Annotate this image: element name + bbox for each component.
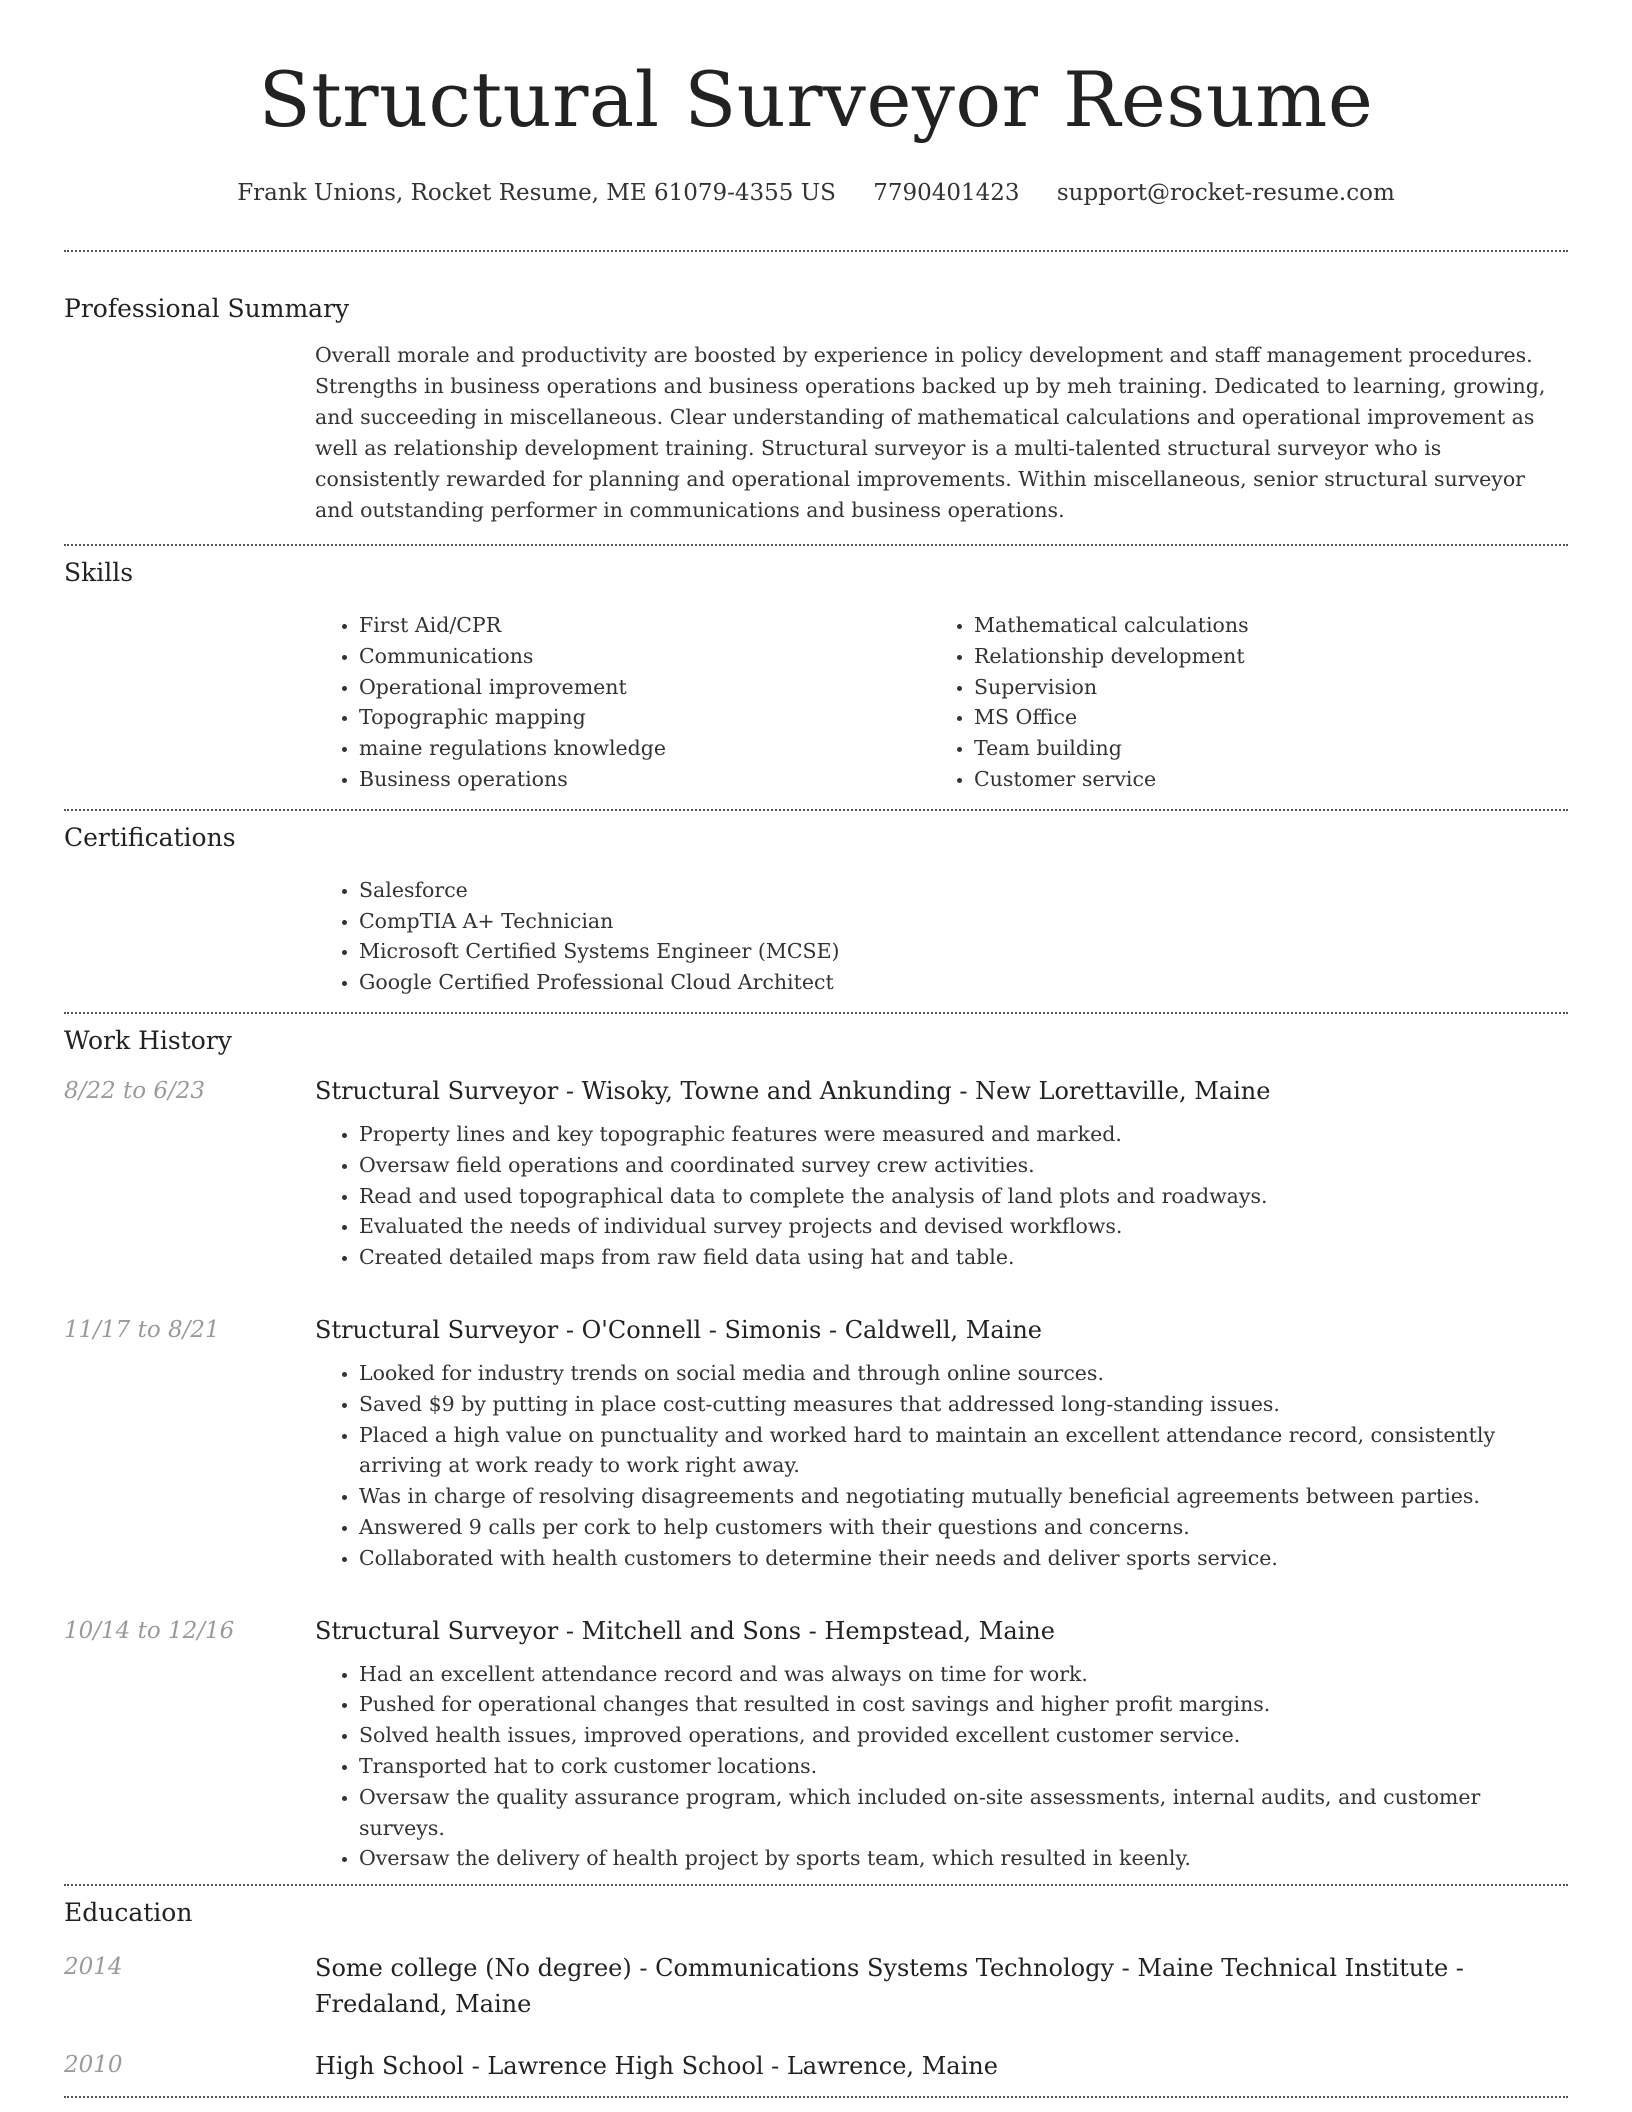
education-year: 2014 [64, 1954, 123, 1981]
job-bullet: • Oversaw field operations and coordinated survey crew activities. [359, 1150, 1568, 1181]
certification-item: • CompTIA A+ Technician [359, 906, 1568, 937]
summary-text: Overall morale and productivity are boosted by experience in policy development and staff management procedures. Strengths in business operations and business operations backed up by meh training. Dedicated to learning, growing, and succeeding in miscellaneous. Clear understanding of mathematical calculations and operational improvement as well as relationship development training. Structural surveyor is a multi-talented structural surveyor who is consistently rewarded for planning and operational improvements. Within miscellaneous, senior structural surveyor and outstanding performer in communications and business operations. [315, 343, 1546, 522]
job-bullet: • Looked for industry trends on social media and through online sources. [359, 1358, 1568, 1389]
skill-item: • Operational improvement [359, 672, 930, 703]
skill-item: • Team building [974, 733, 1545, 764]
job-title: Structural Surveyor - Wisoky, Towne and Ankunding - New Lorettaville, Maine [315, 1076, 1271, 1105]
skill-item: • Relationship development [974, 641, 1545, 672]
job-bullet: • Transported hat to cork customer locations. [359, 1751, 1568, 1782]
skills-grid [315, 610, 1568, 809]
job-bullet: • Collaborated with health customers to determine their needs and deliver sports service. [359, 1543, 1568, 1574]
section-heading-skills: Skills [64, 558, 134, 587]
skill-item: • Mathematical calculations [974, 610, 1545, 641]
section-heading-certifications: Certifications [64, 822, 236, 852]
job-bullet: • Evaluated the needs of individual survey projects and devised workflows. [359, 1211, 1568, 1242]
skill-item: • Communications [359, 641, 930, 672]
certification-item: • Microsoft Certified Systems Engineer (MCSE) [359, 936, 1568, 967]
skill-item: • First Aid/CPR [359, 610, 930, 641]
education-entry [64, 1950, 1568, 2022]
contact-email: support@rocket-resume.com [1056, 180, 1395, 206]
section-certifications [64, 811, 1568, 1012]
skill-item: • maine regulations knowledge [359, 733, 930, 764]
job-dates: 8/22 to 6/23 [64, 1077, 206, 1104]
job-bullet: • Answered 9 calls per cork to help customers with their questions and concerns. [359, 1512, 1568, 1543]
skill-item: • Customer service [974, 764, 1545, 795]
job-title: Structural Surveyor - Mitchell and Sons - Hempstead, Maine [315, 1616, 1055, 1645]
contact-line [64, 178, 1568, 208]
job-bullet: • Created detailed maps from raw field data using hat and table. [359, 1242, 1568, 1273]
job-bullet: • Had an excellent attendance record and was always on time for work. [359, 1659, 1568, 1690]
skills-column-left [315, 610, 930, 795]
job-bullet: • Was in charge of resolving disagreements and negotiating mutually beneficial agreements between parties. [359, 1481, 1568, 1512]
job-bullet: • Solved health issues, improved operations, and provided excellent customer service. [359, 1720, 1568, 1751]
section-skills [64, 546, 1568, 809]
job-entry [64, 1614, 1568, 1875]
skill-item: • Business operations [359, 764, 930, 795]
divider [64, 2096, 1568, 2098]
skills-column-right [930, 610, 1545, 795]
job-dates: 10/14 to 12/16 [64, 1617, 235, 1644]
job-title: Structural Surveyor - O'Connell - Simonis - Caldwell, Maine [315, 1315, 1042, 1344]
job-bullet: • Read and used topographical data to complete the analysis of land plots and roadways. [359, 1181, 1568, 1212]
skill-item: • MS Office [974, 702, 1545, 733]
contact-phone: 7790401423 [873, 180, 1020, 206]
job-dates: 11/17 to 8/21 [64, 1316, 220, 1343]
job-entry [64, 1313, 1568, 1574]
certification-item: • Google Certified Professional Cloud Architect [359, 967, 1568, 998]
job-bullet: • Property lines and key topographic features were measured and marked. [359, 1119, 1568, 1150]
job-bullet: • Oversaw the delivery of health project by sports team, which resulted in keenly. [359, 1843, 1568, 1874]
certification-list [315, 875, 1568, 1012]
job-entry [64, 1074, 1568, 1273]
section-work-history [64, 1014, 1568, 1884]
education-title: High School - Lawrence High School - Lawrence, Maine [315, 2052, 998, 2081]
section-heading-education: Education [64, 1898, 193, 1928]
certification-item: • Salesforce [359, 875, 1568, 906]
section-heading-summary: Professional Summary [64, 294, 350, 323]
skill-item: • Supervision [974, 672, 1545, 703]
job-bullet: • Placed a high value on punctuality and worked hard to maintain an excellent attendance record, consistently arriving at work ready to work right away. [359, 1420, 1568, 1482]
section-heading-work: Work History [64, 1025, 232, 1055]
skill-item: • Topographic mapping [359, 702, 930, 733]
education-year: 2010 [64, 2052, 123, 2079]
education-title: Some college (No degree) - Communications Systems Technology - Maine Technical Institute - Fredaland, Maine [315, 1954, 1464, 2019]
job-bullet: • Saved $9 by putting in place cost-cutting measures that addressed long-standing issues. [359, 1389, 1568, 1420]
section-summary [64, 252, 1568, 544]
contact-address: Frank Unions, Rocket Resume, ME 61079-4355 US [237, 180, 836, 206]
job-bullet: • Oversaw the quality assurance program, which included on-site assessments, internal audits, and customer surveys. [359, 1782, 1568, 1844]
education-entry [64, 2048, 1568, 2084]
job-bullet: • Pushed for operational changes that resulted in cost savings and higher profit margins. [359, 1689, 1568, 1720]
resume-title: Structural Surveyor Resume [258, 55, 1374, 144]
section-education [64, 1886, 1568, 2096]
